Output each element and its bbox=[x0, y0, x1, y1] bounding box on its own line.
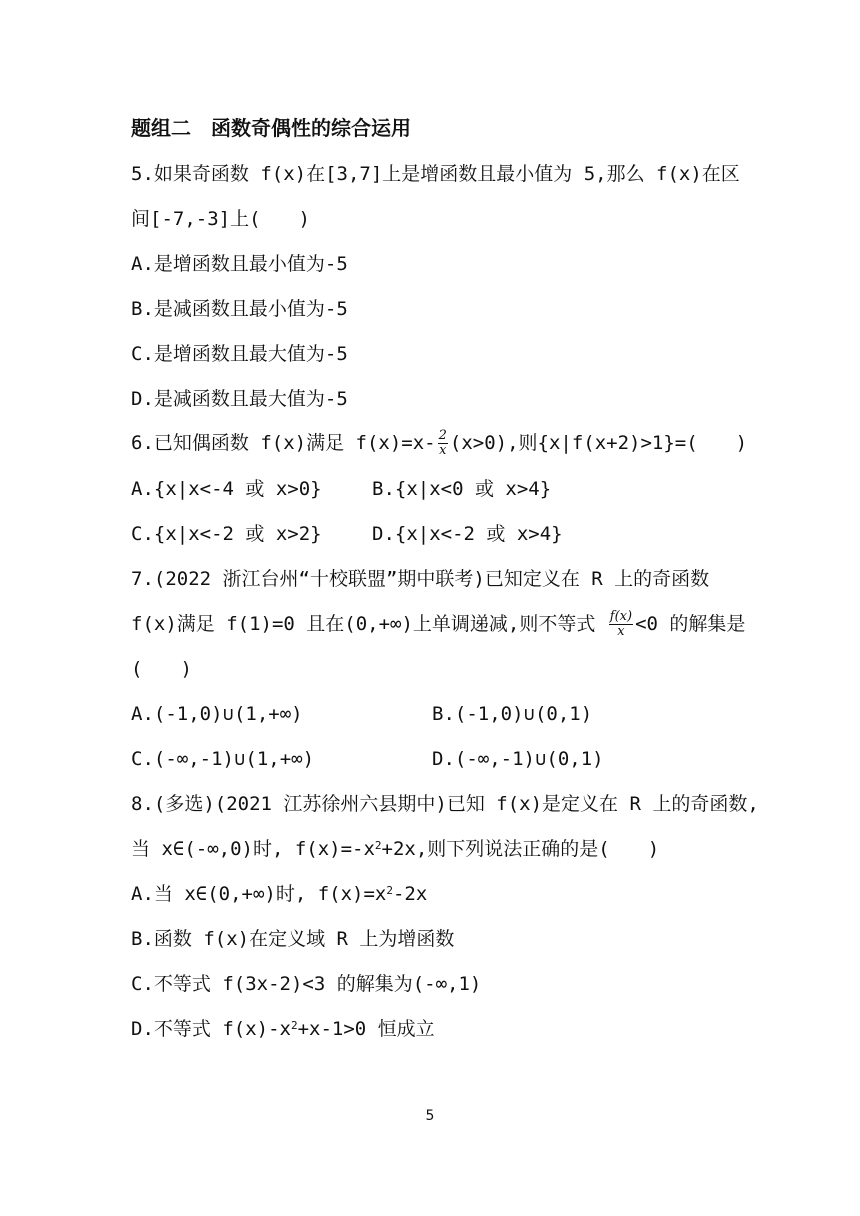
q7-fraction-numerator: f(x) bbox=[609, 609, 633, 624]
q8-stem-line2-exponent: 2 bbox=[374, 839, 382, 852]
section-title: 题组二 函数奇偶性的综合运用 bbox=[131, 116, 411, 140]
q8-option-a-exponent: 2 bbox=[386, 884, 393, 897]
q7-fraction bbox=[609, 610, 633, 639]
q6-option-a: A.{x|x<-4 或 x>0} bbox=[131, 478, 322, 500]
q6-option-c: C.{x|x<-2 或 x>2} bbox=[131, 523, 322, 545]
q5-stem-line1: 5.如果奇函数 f(x)在[3,7]上是增函数且最小值为 5,那么 f(x)在区 bbox=[131, 163, 740, 185]
q8-stem-line2-before: 当 x∈(-∞,0)时, f(x)=-x bbox=[131, 838, 375, 860]
q5-option-a: A.是增函数且最小值为-5 bbox=[131, 253, 348, 275]
q6-stem bbox=[131, 428, 747, 458]
q6-option-d: D.{x|x<-2 或 x>4} bbox=[372, 523, 563, 545]
q8-option-a-before: A.当 x∈(0,+∞)时, f(x)=x bbox=[131, 883, 387, 905]
q8-option-d-exponent: 2 bbox=[290, 1019, 298, 1032]
q5-option-c: C.是增函数且最大值为-5 bbox=[131, 343, 348, 365]
q6-option-b: B.{x|x<0 或 x>4} bbox=[372, 478, 552, 500]
q6-fraction-numerator: 2 bbox=[438, 428, 447, 443]
q8-option-d-before: D.不等式 f(x)-x bbox=[131, 1018, 291, 1040]
q6-stem-after: (x>0),则{x|f(x+2)>1}=( ) bbox=[449, 432, 748, 454]
q7-fraction-denominator: x bbox=[617, 624, 625, 639]
q7-stem-line2-after: <0 的解集是 bbox=[635, 613, 746, 635]
q8-option-a-after: -2x bbox=[392, 883, 428, 905]
q6-fraction bbox=[438, 429, 448, 458]
q7-stem-line2-before: f(x)满足 f(1)=0 且在(0,+∞)上单调递减,则不等式 bbox=[131, 613, 607, 635]
q7-option-d: D.(-∞,-1)∪(0,1) bbox=[432, 748, 604, 770]
q7-stem-line3: ( ) bbox=[131, 658, 192, 680]
q8-stem-line2 bbox=[131, 834, 659, 864]
page-number: 5 bbox=[425, 1108, 435, 1124]
q8-stem-line2-after: +2x,则下列说法正确的是( ) bbox=[381, 838, 660, 860]
q7-stem-line1: 7.(2022 浙江台州“十校联盟”期中联考)已知定义在 R 上的奇函数 bbox=[131, 568, 710, 590]
q5-option-d: D.是减函数且最大值为-5 bbox=[131, 388, 348, 410]
q8-option-c: C.不等式 f(3x-2)<3 的解集为(-∞,1) bbox=[131, 973, 482, 995]
q6-stem-before: 6.已知偶函数 f(x)满足 f(x)=x- bbox=[131, 432, 436, 454]
q8-option-d bbox=[131, 1014, 435, 1044]
q8-stem-line1: 8.(多选)(2021 江苏徐州六县期中)已知 f(x)是定义在 R 上的奇函数, bbox=[131, 793, 759, 815]
q5-option-b: B.是减函数且最小值为-5 bbox=[131, 298, 348, 320]
q7-option-a: A.(-1,0)∪(1,+∞) bbox=[131, 703, 303, 725]
q7-option-b: B.(-1,0)∪(0,1) bbox=[432, 703, 593, 725]
q8-option-b: B.函数 f(x)在定义域 R 上为增函数 bbox=[131, 928, 455, 950]
q7-option-c: C.(-∞,-1)∪(1,+∞) bbox=[131, 748, 315, 770]
q7-stem-line2 bbox=[131, 609, 745, 639]
q8-option-d-after: +x-1>0 恒成立 bbox=[297, 1018, 435, 1040]
q5-stem-line2: 间[-7,-3]上( ) bbox=[131, 208, 310, 230]
q6-fraction-denominator: x bbox=[439, 443, 447, 458]
q8-option-a bbox=[131, 879, 427, 909]
